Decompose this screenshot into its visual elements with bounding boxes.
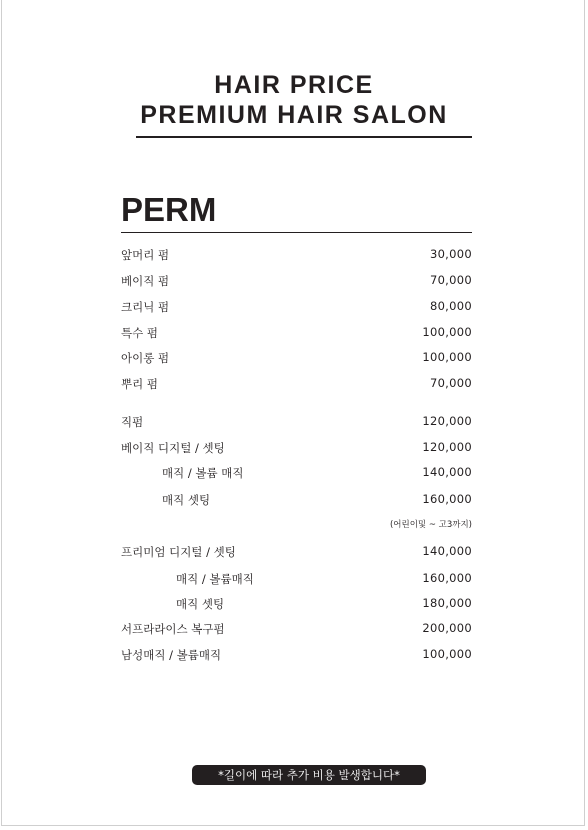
price-row — [121, 414, 472, 432]
price-row — [121, 571, 472, 589]
footer-note-badge: *길이에 따라 추가 비용 발생합니다* — [192, 765, 426, 785]
item-price: 70,000 — [429, 273, 472, 287]
item-name: 앞머리 펌 — [121, 248, 170, 262]
item-name: 프리미엄 디지털 / 셋팅 — [121, 545, 236, 559]
item-name: 크리닉 펌 — [121, 300, 170, 314]
price-row — [121, 376, 472, 394]
price-row — [121, 621, 472, 639]
item-price: 140,000 — [422, 544, 472, 558]
item-price: 120,000 — [422, 414, 472, 428]
salon-name: PREMIUM HAIR SALON — [140, 101, 448, 129]
item-name: 아이롱 펌 — [121, 351, 170, 365]
page-title: HAIR PRICE — [214, 71, 374, 99]
price-row — [121, 465, 472, 483]
item-price: 100,000 — [422, 647, 472, 661]
item-price: 200,000 — [422, 621, 472, 635]
item-price: 100,000 — [422, 350, 472, 364]
price-row — [121, 247, 472, 265]
item-price: 160,000 — [422, 571, 472, 585]
item-name: 매직 / 볼륨 매직 — [162, 466, 244, 480]
age-note: (어린이및 ~ 고3까지) — [389, 520, 472, 530]
item-name: 뿌리 펌 — [121, 377, 158, 391]
item-name: 서프라라이스 복구펌 — [121, 622, 225, 636]
item-name: 남성매직 / 볼륨매직 — [121, 648, 222, 662]
price-row — [121, 647, 472, 665]
price-row — [121, 350, 472, 368]
section-divider — [121, 232, 472, 233]
section-title: PERM — [121, 191, 217, 228]
item-price: 160,000 — [422, 492, 472, 506]
price-row — [121, 440, 472, 458]
item-price: 80,000 — [429, 299, 472, 313]
item-price: 180,000 — [422, 596, 472, 610]
title-divider — [136, 136, 472, 138]
item-price: 140,000 — [422, 465, 472, 479]
price-row — [121, 492, 472, 510]
item-name: 특수 펌 — [121, 326, 158, 340]
price-row — [121, 299, 472, 317]
item-name: 베이직 디지털 / 셋팅 — [121, 441, 225, 455]
item-name: 매직 셋팅 — [176, 597, 225, 611]
item-price: 30,000 — [429, 247, 472, 261]
item-name: 베이직 펌 — [121, 274, 170, 288]
item-price: 100,000 — [422, 325, 472, 339]
price-row — [121, 325, 472, 343]
price-row — [121, 544, 472, 562]
price-row — [121, 273, 472, 291]
item-price: 120,000 — [422, 440, 472, 454]
item-name: 직펌 — [121, 415, 144, 429]
item-name: 매직 / 볼륨매직 — [176, 572, 254, 586]
item-price: 70,000 — [429, 376, 472, 390]
price-row — [121, 596, 472, 614]
item-name: 매직 셋팅 — [162, 493, 211, 507]
